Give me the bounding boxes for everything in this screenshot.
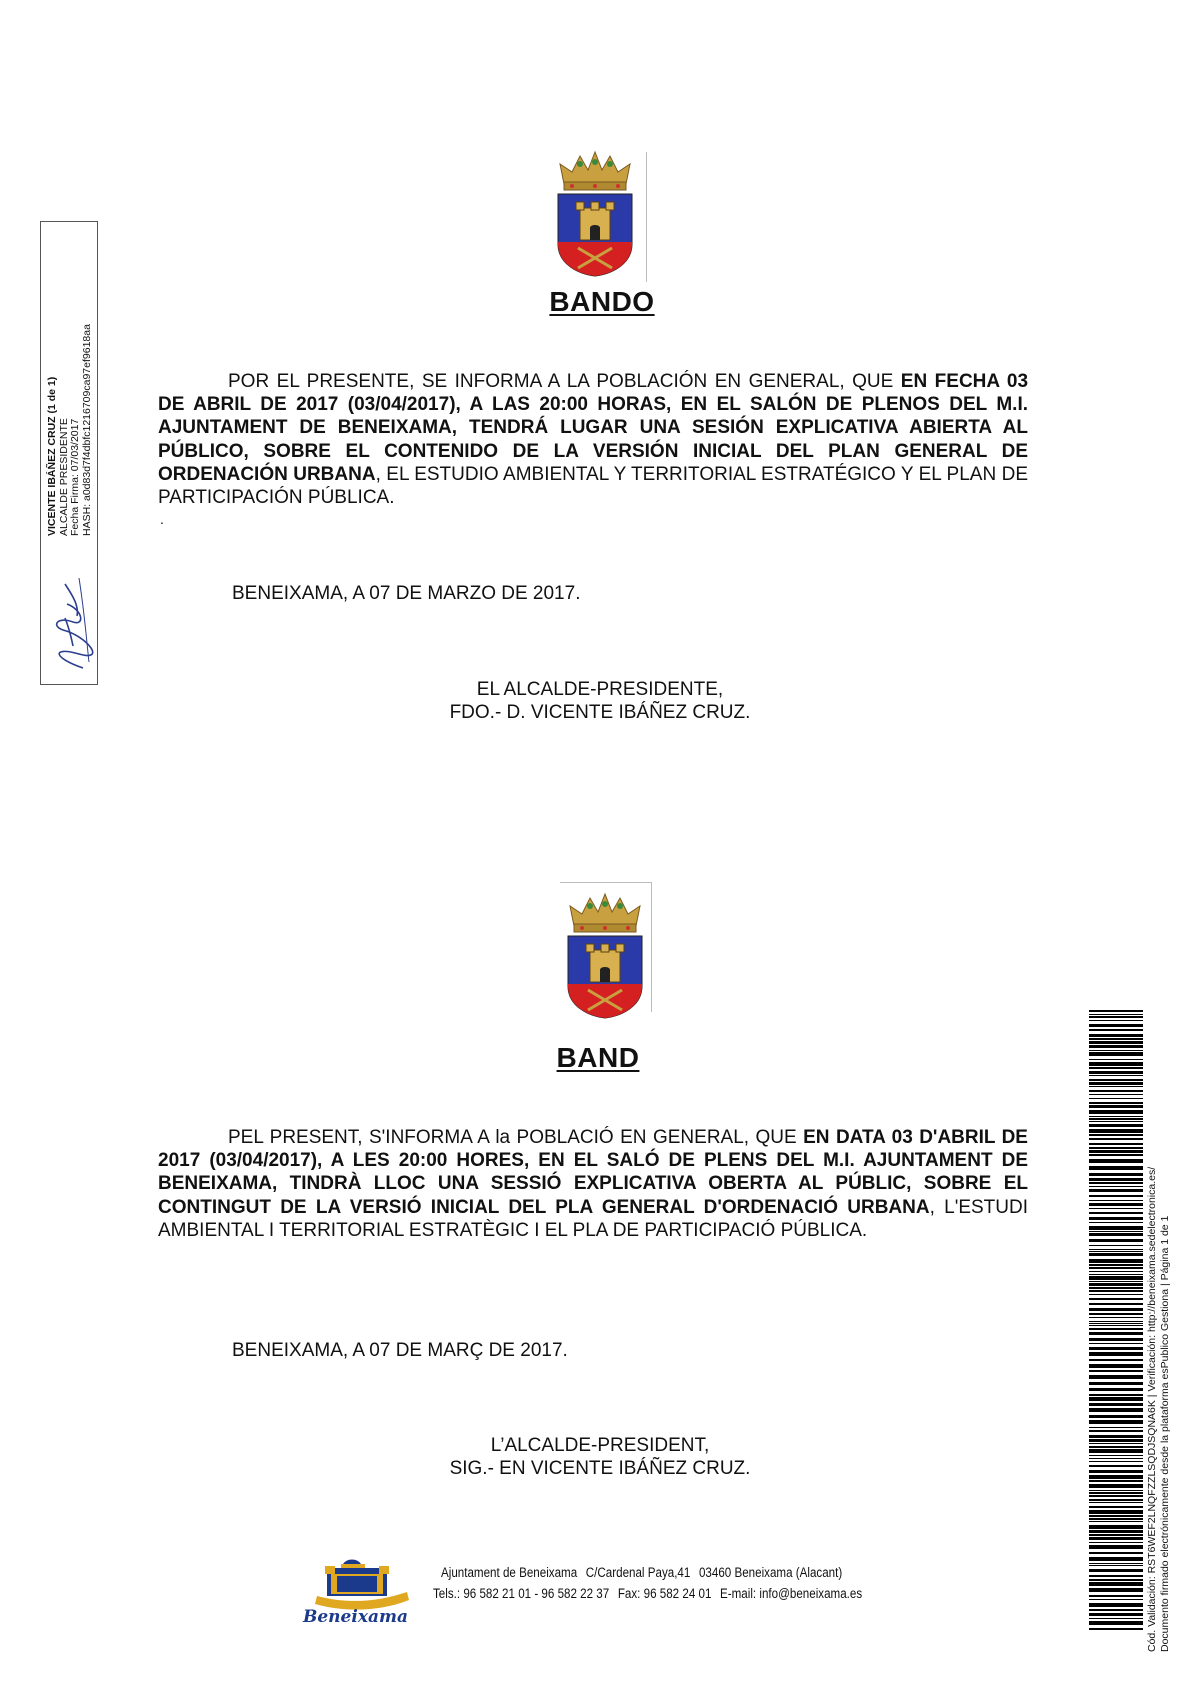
shield-icon — [558, 194, 632, 276]
crown-icon — [570, 894, 640, 932]
band-heading: BAND — [556, 1042, 640, 1073]
crest-frame-top — [560, 882, 652, 883]
crest-frame-right — [651, 882, 652, 1012]
bando-sign-title: EL ALCALDE-PRESIDENTE, — [476, 679, 724, 700]
footer-address: C/Cardenal Paya,41 — [585, 1565, 691, 1580]
bando-text-intro: POR EL PRESENTE, SE INFORMA A LA POBLACIÓN EN GENERAL, QUE — [228, 371, 901, 392]
municipal-crest-top — [550, 148, 640, 278]
band-date: BENEIXAMA, A 07 DE MARÇ DE 2017. — [232, 1340, 568, 1361]
footer-address-line — [441, 1565, 851, 1580]
barcode-caption — [1146, 1012, 1180, 1652]
footer-email: E-mail: info@beneixama.es — [720, 1586, 863, 1601]
footer-postal: 03460 Beneixama (Alacant) — [698, 1565, 843, 1580]
crest-divider-top — [646, 152, 647, 282]
band-sign-name: SIG.- EN VICENTE IBÁÑEZ CRUZ. — [449, 1458, 751, 1479]
band-text-bold: EN DATA 03 D'ABRIL DE 2017 (03/04/2017), A LES 20:00 HORES, EN EL SALÓ DE PLENS DEL M.I. AJUNTAMENT DE BENEIXAMA, TINDRÀ LLOC UNA SESSIÓ EXPLICATIVA OBERTA AL PÚBLIC, SOBRE EL CONTINGUT DE LA VERSIÓ INICIAL DEL PLA GENERAL D'ORDENACIÓ URBANA — [158, 1127, 1028, 1218]
band-text-end: , L'ESTUDI AMBIENTAL I TERRITORIAL ESTRATÈGIC I EL PLA DE PARTICIPACIÓ PÚBLICA. — [158, 1196, 1028, 1241]
band-sign-title: L’ALCALDE-PRESIDENT, — [490, 1435, 710, 1456]
stamp-signer: VICENTE IBÁÑEZ CRUZ (1 de 1) — [46, 376, 58, 536]
logo-wordmark: Beneixama — [303, 1607, 408, 1626]
stamp-date: Fecha Firma: 07/03/2017 — [69, 418, 81, 536]
validation-barcode — [1089, 1010, 1143, 1630]
footer-contact-line — [433, 1586, 871, 1601]
stamp-role: ALCALDE PRESIDENTE — [57, 418, 70, 536]
bando-sign-name: FDO.- D. VICENTE IBÁÑEZ CRUZ. — [449, 702, 751, 723]
shield-icon — [568, 936, 642, 1018]
beneixama-logo — [297, 1556, 417, 1626]
bando-heading: BANDO — [549, 286, 655, 317]
barcode-icon — [1089, 1010, 1143, 1630]
bando-paragraph — [158, 370, 1028, 509]
footer-org: Ajuntament de Beneixama — [441, 1565, 578, 1580]
footer-tels: Tels.: 96 582 21 01 - 96 582 22 37 — [433, 1586, 610, 1601]
barcode-caption-line1: Cód. Validación: RST6WEF2LNQFZZLSQDJSQNA6K | Verificación: http://beneixama.sedelectronica.es/ — [1146, 1166, 1158, 1652]
crown-icon — [560, 152, 630, 190]
bando-text-bold: EN FECHA 03 DE ABRIL DE 2017 (03/04/2017), A LAS 20:00 HORAS, EN EL SALÓN DE PLENOS DEL M.I. AJUNTAMENT DE BENEIXAMA, TENDRÁ LUGAR UNA SESIÓN EXPLICATIVA ABIERTA AL PÚBLICO, SOBRE EL CONTENIDO DE LA VERSIÓN INICIAL DEL PLAN GENERAL DE ORDENACIÓN URBANA — [158, 371, 1029, 485]
handwritten-signature — [43, 566, 97, 676]
stray-dot: . — [160, 511, 164, 527]
bando-text-end: , EL ESTUDIO AMBIENTAL Y TERRITORIAL ESTRATÉGICO Y EL PLAN DE PARTICIPACIÓN PÚBLICA. — [158, 463, 1028, 509]
municipal-crest-bottom — [560, 890, 650, 1020]
footer-fax: Fax: 96 582 24 01 — [617, 1586, 712, 1601]
band-text-intro: PEL PRESENT, S'INFORMA A la POBLACIÓ EN GENERAL, QUE — [228, 1127, 804, 1148]
stamp-hash: HASH: a0d83d7f4dbfc1216709ca97ef9618aa — [80, 324, 93, 536]
bando-date: BENEIXAMA, A 07 DE MARZO DE 2017. — [232, 583, 581, 604]
stamp-text — [47, 324, 93, 536]
band-paragraph — [158, 1126, 1028, 1242]
signature-stamp — [40, 221, 98, 685]
barcode-caption-line2: Documento firmado electrónicamente desde la plataforma esPublico Gestiona | Página 1 de 1 — [1158, 1215, 1171, 1652]
